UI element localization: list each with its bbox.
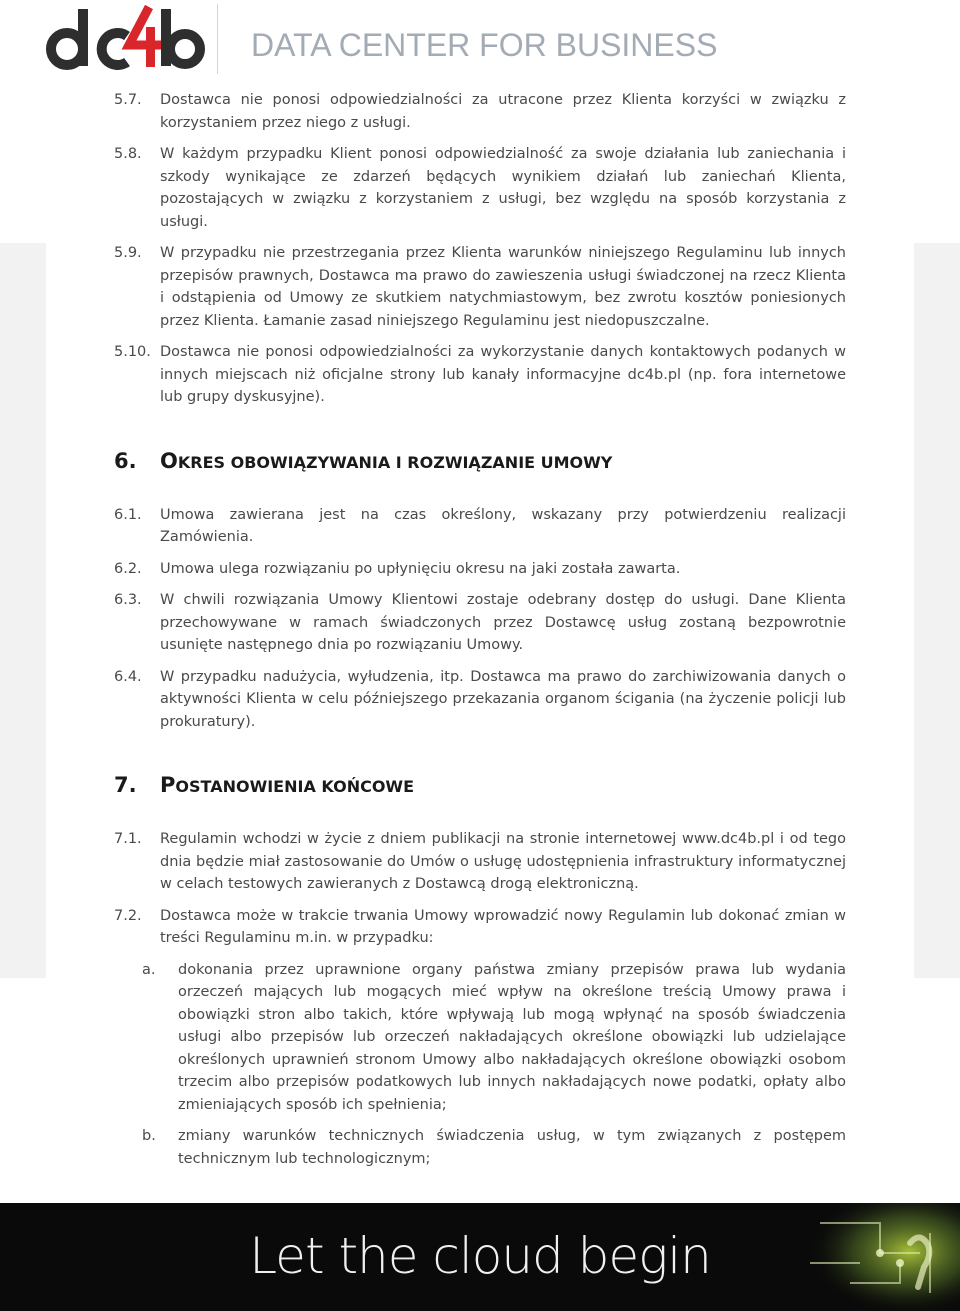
- clause-text: Umowa zawierana jest na czas określony, wskazany przy potwierdzeniu realizacji Zamówienia.: [160, 506, 846, 545]
- clause-5-7: [114, 89, 846, 134]
- page-header: [0, 0, 960, 80]
- clause-text: Dostawca nie ponosi odpowiedzialności za wykorzystanie danych kontaktowych podanych w innych miejscach niż oficjalne strony lub kanały informacyjne dc4b.pl (np. fora internetowe lub grupy dyskusyjne).: [160, 344, 846, 405]
- section-title-rest: KRES OBOWIĄZYWANIA I ROZWIĄZANIE UMOWY: [177, 452, 613, 472]
- section-title-initial: P: [160, 773, 176, 797]
- clause-7-2-b: [114, 1125, 846, 1170]
- section-7-heading: [114, 773, 846, 799]
- clause-6-4: [114, 666, 846, 734]
- clause-text: W przypadku nie przestrzegania przez Klienta warunków niniejszego Regulaminu lub innych przepisów prawnych, Dostawca ma prawo do zawieszenia usługi świadczonej na rzecz Klienta i odstąpienia od Umowy ze skutkiem natychmiastowym, bez zwrotu kosztów poniesionych przez Klienta. Łamanie zasad niniejszego Regulaminu jest niedopuszczalne.: [160, 245, 846, 329]
- header-title: DATA CENTER FOR BUSINESS: [251, 27, 718, 63]
- clause-number: 5.10.: [114, 344, 151, 360]
- footer-slogan: Let the cloud begin: [249, 1227, 711, 1285]
- section-title-initial: O: [160, 448, 178, 473]
- subclause-letter: b.: [142, 1128, 156, 1144]
- clause-text: W chwili rozwiązania Umowy Klientowi zostaje odebrany dostęp do usługi. Dane Klienta przechowywane w ramach świadczonych przez Dostawcę usług zostaną bezpowrotnie usunięte następnego dnia po rozwiązaniu Umowy.: [160, 592, 846, 653]
- header-separator: [217, 4, 218, 74]
- right-side-panel: [914, 243, 960, 978]
- clause-6-3: [114, 589, 846, 657]
- clause-5-10: [114, 341, 846, 409]
- section-6-heading: [114, 449, 846, 475]
- clause-7-2-a: [114, 959, 846, 1117]
- clause-number: 7.2.: [114, 907, 142, 924]
- subclause-text: zmiany warunków technicznych świadczenia usług, w tym związanych z postępem technicznym lub technologicznym;: [178, 1128, 846, 1167]
- page-footer-banner: [0, 1203, 960, 1311]
- clause-text: Umowa ulega rozwiązaniu po upłynięciu okresu na jaki została zawarta.: [160, 560, 681, 577]
- clause-5-8: [114, 143, 846, 233]
- clause-number: 6.1.: [114, 506, 142, 523]
- clause-text: W przypadku nadużycia, wyłudzenia, itp. Dostawca ma prawo do zarchiwizowania danych o aktywności Klienta w celu późniejszego przekazania organom ścigania (na życzenie policji lub prokuratury).: [160, 668, 846, 730]
- clause-7-2: [114, 905, 846, 950]
- clause-6-1: [114, 504, 846, 549]
- document-body: [114, 89, 846, 1179]
- clause-text: W każdym przypadku Klient ponosi odpowiedzialność za swoje działania lub zaniechania i szkody wynikające ze zdarzeń będących wynikiem działań lub zaniechań Klienta, pozostających w związku z korzystaniem z usługi, bez względu na sposób korzystania z usługi.: [160, 146, 846, 230]
- clause-number: 5.7.: [114, 92, 142, 108]
- clause-number: 6.4.: [114, 668, 142, 685]
- dc4b-logo: [45, 3, 205, 73]
- clause-text: Dostawca może w trakcie trwania Umowy wprowadzić nowy Regulamin lub dokonać zmian w treści Regulaminu m.in. w przypadku:: [160, 907, 846, 946]
- section-number: 6.: [114, 448, 137, 473]
- section-number: 7.: [114, 773, 137, 797]
- clause-5-9: [114, 242, 846, 332]
- clause-text: Regulamin wchodzi w życie z dniem publikacji na stronie internetowej www.dc4b.pl i od tego dnia będzie miał zastosowanie do Umów o usługę udostępnienia infrastruktury informatycznej w celach testowych zawieranych z Dostawcą drogą elektroniczną.: [160, 831, 846, 892]
- subclause-letter: a.: [142, 961, 156, 978]
- clause-number: 5.8.: [114, 146, 142, 162]
- clause-number: 6.3.: [114, 592, 142, 608]
- clause-number: 5.9.: [114, 245, 142, 261]
- section-title-rest: OSTANOWIENIA KOŃCOWE: [175, 777, 414, 796]
- clause-7-1: [114, 828, 846, 896]
- clause-text: Dostawca nie ponosi odpowiedzialności za utracone przez Klienta korzyści w związku z korzystaniem przez niego z usługi.: [160, 92, 846, 131]
- clause-6-2: [114, 558, 846, 581]
- subclause-text: dokonania przez uprawnione organy państwa zmiany przepisów prawa lub wydania orzeczeń mających lub mogących mieć wpływ na określone treścią Umowy prawa i obowiązki stron albo takich, które wpływają lub mogą wpłynąć na sposób świadczenia usługi albo przepisów lub orzeczeń nakładających określone obowiązki lub udzielające określonych uprawnień stronom Umowy albo nakładających określone obowiązki osobom trzecim albo przepisów podatkowych lub innych nakładających nowe podatki, opłaty albo zmieniających sposób ich spełnienia;: [178, 961, 846, 1113]
- left-side-panel: [0, 243, 46, 978]
- clause-number: 6.2.: [114, 560, 142, 577]
- clause-number: 7.1.: [114, 831, 142, 847]
